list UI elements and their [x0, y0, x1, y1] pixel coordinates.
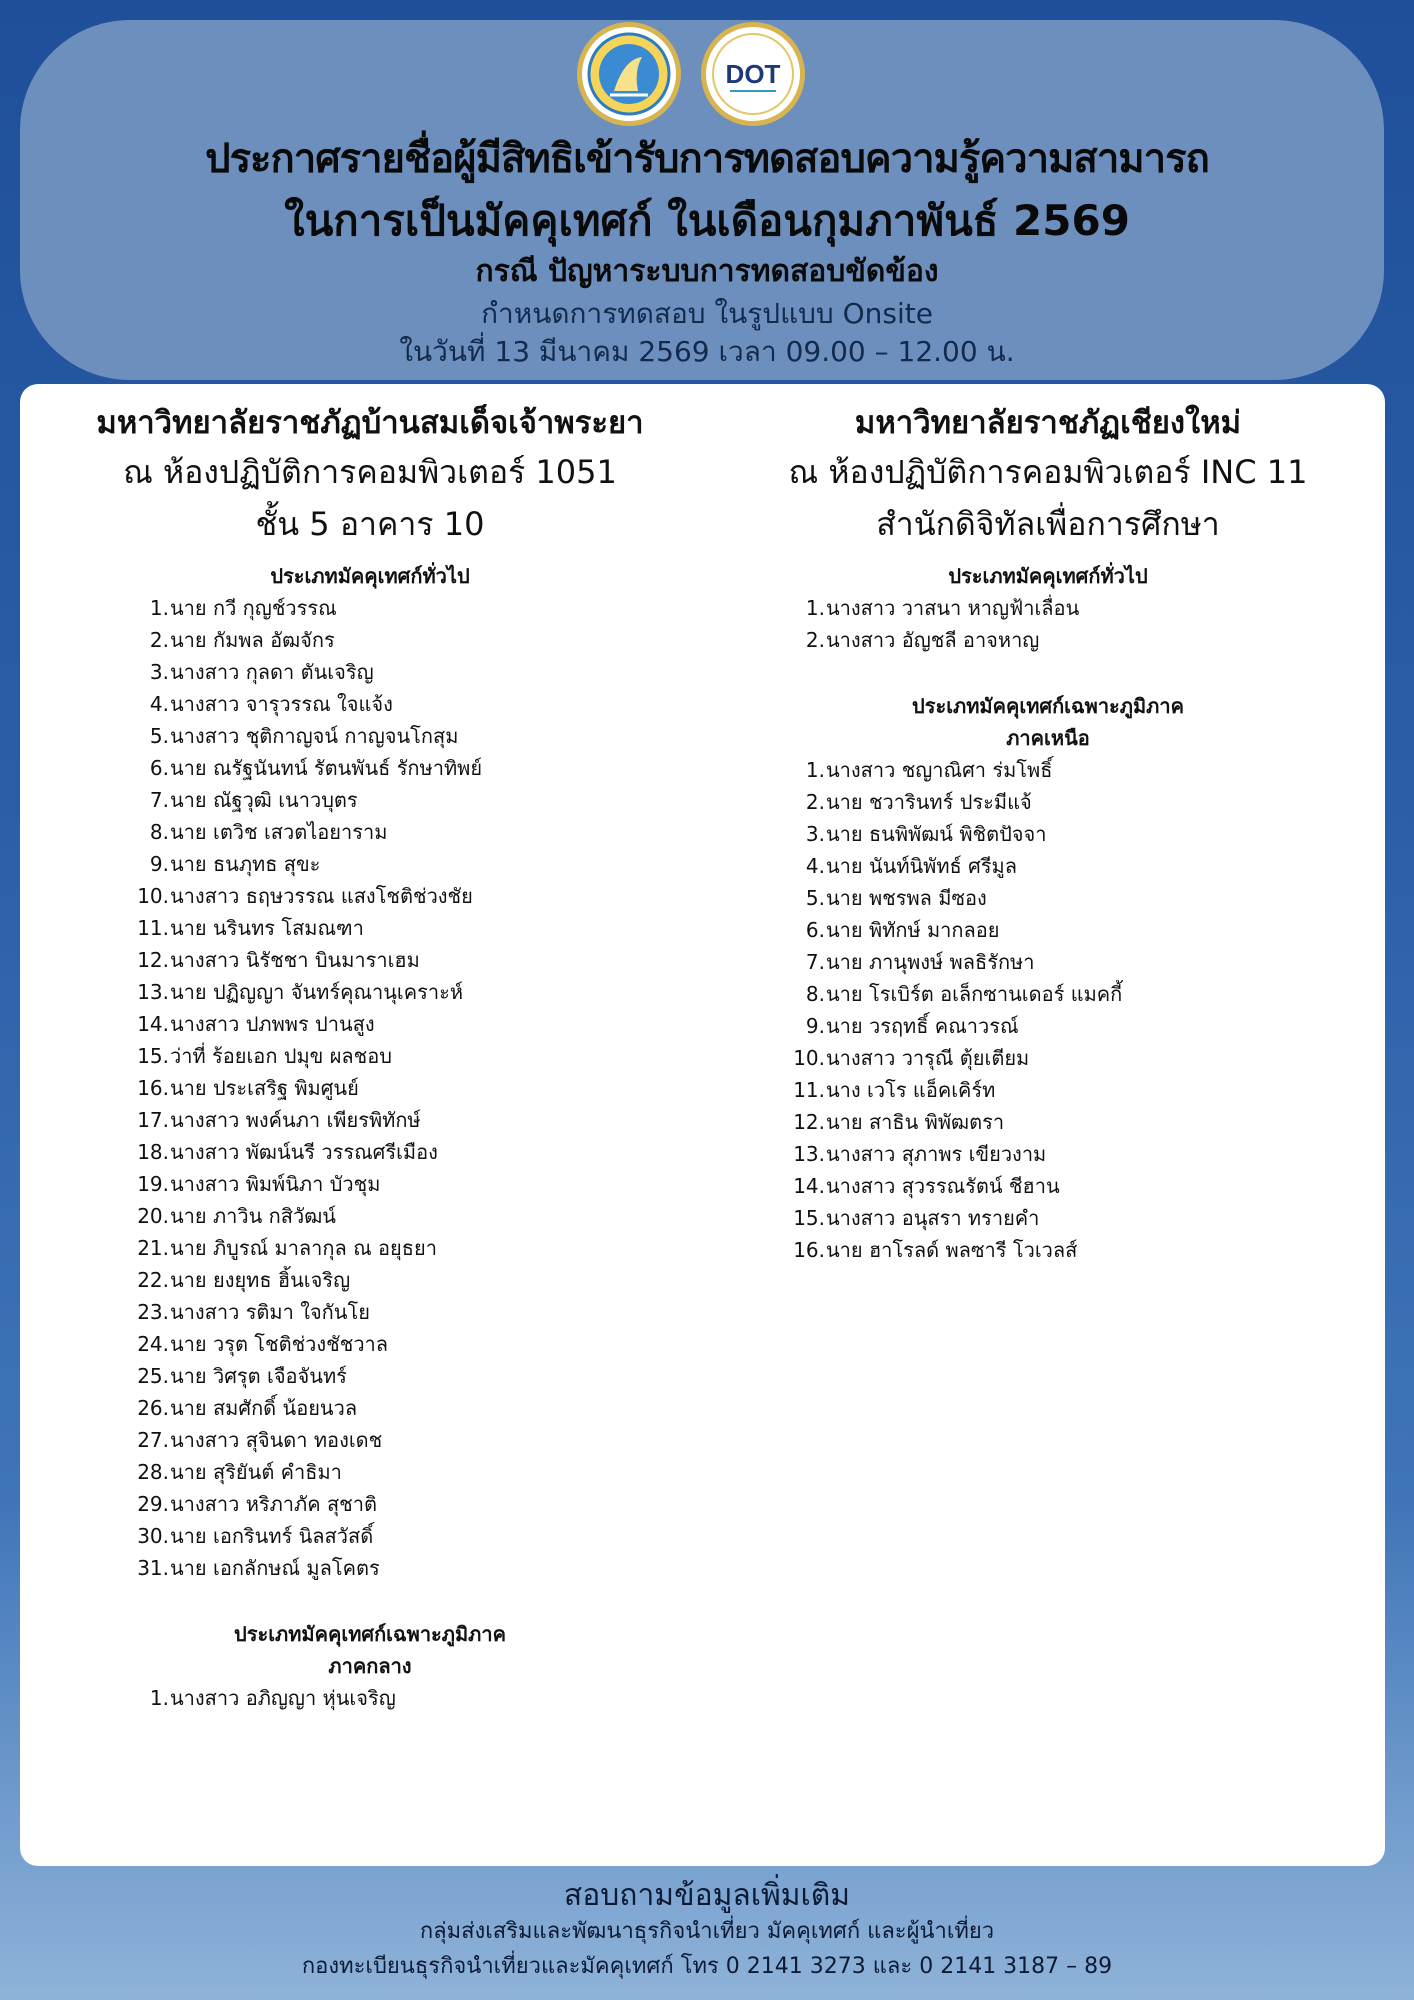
person-name: นาย วรฤทธิ์ คณาวรณ์	[826, 1014, 1019, 1038]
list-item	[788, 850, 1384, 882]
list-item	[788, 914, 1384, 946]
list-item	[132, 848, 720, 880]
name-list	[788, 754, 1384, 1266]
item-number: 2.	[805, 628, 825, 652]
venue-room: ณ ห้องปฏิบัติการคอมพิวเตอร์ INC 11	[788, 453, 1308, 491]
person-name: นาย พชรพล มีซอง	[826, 886, 987, 910]
person-name: นางสาว รติมา ใจกันโย	[170, 1300, 370, 1324]
item-number: 1.	[149, 596, 169, 620]
person-name: นาย ชวารินทร์ ประมีแจ้	[826, 790, 1032, 814]
person-name: นางสาว อภิญญา หุ่นเจริญ	[170, 1686, 396, 1710]
list-item	[132, 1072, 720, 1104]
name-list	[788, 592, 1384, 656]
item-number: 18.	[137, 1140, 169, 1164]
person-name: นาย ภิบูรณ์ มาลากุล ณ อยุธยา	[170, 1236, 437, 1260]
title-line-2: ในการเป็นมัคคุเทศก์ ในเดือนกุมภาพันธ์ 2569	[284, 196, 1130, 245]
list-item	[788, 624, 1384, 656]
person-name: นาย วิศรุต เจือจันทร์	[170, 1364, 347, 1388]
person-name: นาย วรุต โชติช่วงชัชวาล	[170, 1332, 389, 1356]
person-name: นาย ปฏิญญา จันทร์คุณานุเคราะห์	[170, 980, 464, 1004]
person-name: นางสาว จารุวรรณ ใจแจ้ง	[170, 692, 393, 716]
item-number: 1.	[149, 1686, 169, 1710]
person-name: นาย เตวิช เสวตไอยาราม	[170, 820, 388, 844]
item-number: 7.	[149, 788, 169, 812]
list-item	[132, 720, 720, 752]
item-number: 2.	[805, 790, 825, 814]
item-number: 6.	[149, 756, 169, 780]
list-item	[132, 752, 720, 784]
list-item	[132, 1008, 720, 1040]
title-line-1: ประกาศรายชื่อผู้มีสิทธิเข้ารับการทดสอบความรู้ความสามารถ	[205, 136, 1209, 182]
category-subtitle: ภาคกลาง	[328, 1654, 412, 1678]
item-number: 25.	[137, 1364, 169, 1388]
item-number: 9.	[805, 1014, 825, 1038]
person-name: นางสาว ชญาณิศา ร่มโพธิ์	[826, 758, 1053, 782]
name-list	[132, 1682, 720, 1714]
person-name: นางสาว สุจินดา ทองเดช	[170, 1428, 383, 1452]
list-item	[788, 1074, 1384, 1106]
item-number: 14.	[137, 1012, 169, 1036]
item-number: 1.	[805, 758, 825, 782]
person-name: นาย ธนภุทธ สุขะ	[170, 852, 321, 876]
person-name: นาย ฮาโรลด์ พลซารี โวเวลส์	[826, 1238, 1078, 1262]
venue-name: มหาวิทยาลัยราชภัฏบ้านสมเด็จเจ้าพระยา	[96, 405, 644, 441]
person-name: นาย พิทักษ์ มากลอย	[826, 918, 1000, 942]
person-name: นาย ณัฐวุฒิ เนาวบุตร	[170, 788, 358, 812]
list-item	[132, 592, 720, 624]
list-item	[132, 1296, 720, 1328]
item-number: 11.	[793, 1078, 825, 1102]
person-name: นางสาว สุภาพร เขียวงาม	[826, 1142, 1047, 1166]
item-number: 12.	[793, 1110, 825, 1134]
person-name: นาย เอกรินทร์ นิลสวัสดิ์	[170, 1524, 374, 1548]
dot-logo	[701, 22, 805, 126]
footer-contact-heading: สอบถามข้อมูลเพิ่มเติม	[563, 1878, 851, 1913]
item-number: 3.	[805, 822, 825, 846]
item-number: 20.	[137, 1204, 169, 1228]
list-item	[788, 978, 1384, 1010]
person-name: นางสาว อนุสรา ทรายคำ	[826, 1206, 1040, 1230]
item-number: 7.	[805, 950, 825, 974]
person-name: นางสาว ปภพพร ปานสูง	[170, 1012, 375, 1036]
person-name: นางสาว นิรัชชา บินมาราเฮม	[170, 948, 420, 972]
department-of-tourism-logo	[577, 22, 681, 126]
list-item	[132, 1168, 720, 1200]
item-number: 2.	[149, 628, 169, 652]
category-title: ประเภทมัคคุเทศก์ทั่วไป	[270, 564, 470, 588]
item-number: 3.	[149, 660, 169, 684]
list-item	[788, 1042, 1384, 1074]
test-date-line: ในวันที่ 13 มีนาคม 2569 เวลา 09.00 – 12.00 น.	[399, 335, 1015, 368]
venue-room: ณ ห้องปฏิบัติการคอมพิวเตอร์ 1051	[123, 453, 617, 491]
item-number: 26.	[137, 1396, 169, 1420]
footer-phone: กองทะเบียนธุรกิจนำเที่ยวและมัคคุเทศก์ โทร 0 2141 3273 และ 0 2141 3187 – 89	[301, 1954, 1113, 1979]
list-item	[132, 1328, 720, 1360]
name-list	[132, 592, 720, 1584]
person-name: นาย กวี กุญช์วรรณ	[170, 596, 337, 620]
item-number: 27.	[137, 1428, 169, 1452]
list-item	[132, 1488, 720, 1520]
item-number: 15.	[793, 1206, 825, 1230]
item-number: 31.	[137, 1556, 169, 1580]
person-name: นาย นันท์นิพัทธ์ ศรีมูล	[826, 854, 1017, 878]
item-number: 8.	[149, 820, 169, 844]
list-item	[788, 1170, 1384, 1202]
item-number: 4.	[805, 854, 825, 878]
item-number: 6.	[805, 918, 825, 942]
list-item	[132, 1424, 720, 1456]
item-number: 22.	[137, 1268, 169, 1292]
list-item	[788, 1010, 1384, 1042]
dot-logo-text: DOT	[725, 59, 781, 89]
list-item	[132, 912, 720, 944]
person-name: นางสาว สุวรรณรัตน์ ชีฮาน	[826, 1174, 1060, 1198]
venue-column-left	[20, 400, 720, 1714]
tourism-emblem-icon	[584, 29, 674, 119]
person-name: ว่าที่ ร้อยเอก ปมุข ผลชอบ	[170, 1044, 392, 1068]
person-name: นางสาว กุลดา ตันเจริญ	[170, 660, 374, 684]
list-item	[788, 1202, 1384, 1234]
title-line-3: กรณี ปัญหาระบบการทดสอบขัดข้อง	[475, 254, 939, 289]
person-name: นาย สมศักดิ์ น้อยนวล	[170, 1396, 358, 1420]
list-item	[788, 592, 1384, 624]
list-item	[132, 1104, 720, 1136]
person-name: นาย สาธิน พิพัฒตรา	[826, 1110, 1005, 1134]
list-item	[132, 1456, 720, 1488]
item-number: 13.	[793, 1142, 825, 1166]
person-name: นางสาว พงค์นภา เพียรพิทักษ์	[170, 1108, 421, 1132]
person-name: นาย โรเบิร์ต อเล็กซานเดอร์ แมคกี้	[826, 982, 1123, 1006]
item-number: 23.	[137, 1300, 169, 1324]
person-name: นาง เวโร แอ็คเคิร์ท	[826, 1078, 996, 1102]
list-item	[132, 656, 720, 688]
person-name: นางสาว พิมพ์นิภา บัวชุม	[170, 1172, 381, 1196]
list-item	[132, 944, 720, 976]
dot-emblem-icon	[708, 29, 798, 119]
list-item	[132, 880, 720, 912]
person-name: นางสาว อัญชลี อาจหาญ	[826, 628, 1040, 652]
item-number: 24.	[137, 1332, 169, 1356]
item-number: 30.	[137, 1524, 169, 1548]
item-number: 12.	[137, 948, 169, 972]
list-item	[788, 754, 1384, 786]
person-name: นาย ภานุพงษ์ พลธิรักษา	[826, 950, 1035, 974]
list-item	[132, 1682, 720, 1714]
list-item	[788, 1138, 1384, 1170]
list-item	[788, 786, 1384, 818]
list-item	[132, 1232, 720, 1264]
list-item	[132, 1392, 720, 1424]
category-subtitle: ภาคเหนือ	[1006, 726, 1090, 750]
item-number: 9.	[149, 852, 169, 876]
venue-name: มหาวิทยาลัยราชภัฏเชียงใหม่	[854, 405, 1242, 441]
person-name: นาย สุริยันต์ คำธิมา	[170, 1460, 342, 1484]
person-name: นาย ภาวิน กสิวัฒน์	[170, 1204, 336, 1228]
list-item	[788, 1234, 1384, 1266]
person-name: นาย เอกลักษณ์ มูลโคตร	[170, 1556, 380, 1580]
footer-department: กลุ่มส่งเสริมและพัฒนาธุรกิจนำเที่ยว มัคคุเทศก์ และผู้นำเที่ยว	[419, 1919, 995, 1944]
list-item	[788, 946, 1384, 978]
list-item	[132, 688, 720, 720]
person-name: นาย ธนพิพัฒน์ พิชิตปัจจา	[826, 822, 1047, 846]
list-item	[788, 818, 1384, 850]
item-number: 16.	[137, 1076, 169, 1100]
item-number: 10.	[793, 1046, 825, 1070]
item-number: 11.	[137, 916, 169, 940]
person-name: นาย ประเสริฐ พิมศูนย์	[170, 1076, 359, 1100]
venue-column-right	[712, 400, 1384, 1266]
list-item	[132, 624, 720, 656]
person-name: นางสาว หริภาภัค สุชาติ	[170, 1492, 377, 1516]
item-number: 21.	[137, 1236, 169, 1260]
list-item	[788, 882, 1384, 914]
list-item	[132, 1520, 720, 1552]
person-name: นางสาว ชุติกาญจน์ กาญจนโกสุม	[170, 724, 459, 748]
item-number: 4.	[149, 692, 169, 716]
venue-office: สำนักดิจิทัลเพื่อการศึกษา	[876, 505, 1220, 543]
item-number: 28.	[137, 1460, 169, 1484]
category-title: ประเภทมัคคุเทศก์เฉพาะภูมิภาค	[912, 694, 1184, 718]
list-item	[132, 1360, 720, 1392]
person-name: นาย กัมพล อัฒจักร	[170, 628, 335, 652]
list-item	[788, 1106, 1384, 1138]
list-item	[132, 1552, 720, 1584]
item-number: 17.	[137, 1108, 169, 1132]
item-number: 15.	[137, 1044, 169, 1068]
category-title: ประเภทมัคคุเทศก์ทั่วไป	[948, 564, 1148, 588]
person-name: นาย นรินทร โสมณฑา	[170, 916, 364, 940]
list-item	[132, 816, 720, 848]
item-number: 10.	[137, 884, 169, 908]
item-number: 1.	[805, 596, 825, 620]
item-number: 19.	[137, 1172, 169, 1196]
person-name: นางสาว ธฤษวรรณ แสงโชติช่วงชัย	[170, 884, 473, 908]
item-number: 5.	[805, 886, 825, 910]
person-name: นางสาว วารุณี ตุ้ยเตียม	[826, 1046, 1030, 1070]
person-name: นาย ยงยุทธ ฮิ้นเจริญ	[170, 1268, 351, 1292]
person-name: นางสาว วาสนา หาญฟ้าเลื่อน	[826, 596, 1080, 620]
list-item	[132, 1200, 720, 1232]
category-title: ประเภทมัคคุเทศก์เฉพาะภูมิภาค	[234, 1622, 506, 1646]
list-item	[132, 1136, 720, 1168]
item-number: 14.	[793, 1174, 825, 1198]
test-format-line: กำหนดการทดสอบ ในรูปแบบ Onsite	[481, 297, 933, 330]
list-item	[132, 1040, 720, 1072]
list-item	[132, 976, 720, 1008]
list-item	[132, 784, 720, 816]
item-number: 13.	[137, 980, 169, 1004]
person-name: นางสาว พัฒน์นรี วรรณศรีเมือง	[170, 1140, 438, 1164]
item-number: 8.	[805, 982, 825, 1006]
item-number: 16.	[793, 1238, 825, 1262]
person-name: นาย ณรัฐนันทน์ รัตนพันธ์ รักษาทิพย์	[170, 756, 483, 780]
item-number: 5.	[149, 724, 169, 748]
item-number: 29.	[137, 1492, 169, 1516]
venue-floor: ชั้น 5 อาคาร 10	[255, 505, 485, 543]
list-item	[132, 1264, 720, 1296]
